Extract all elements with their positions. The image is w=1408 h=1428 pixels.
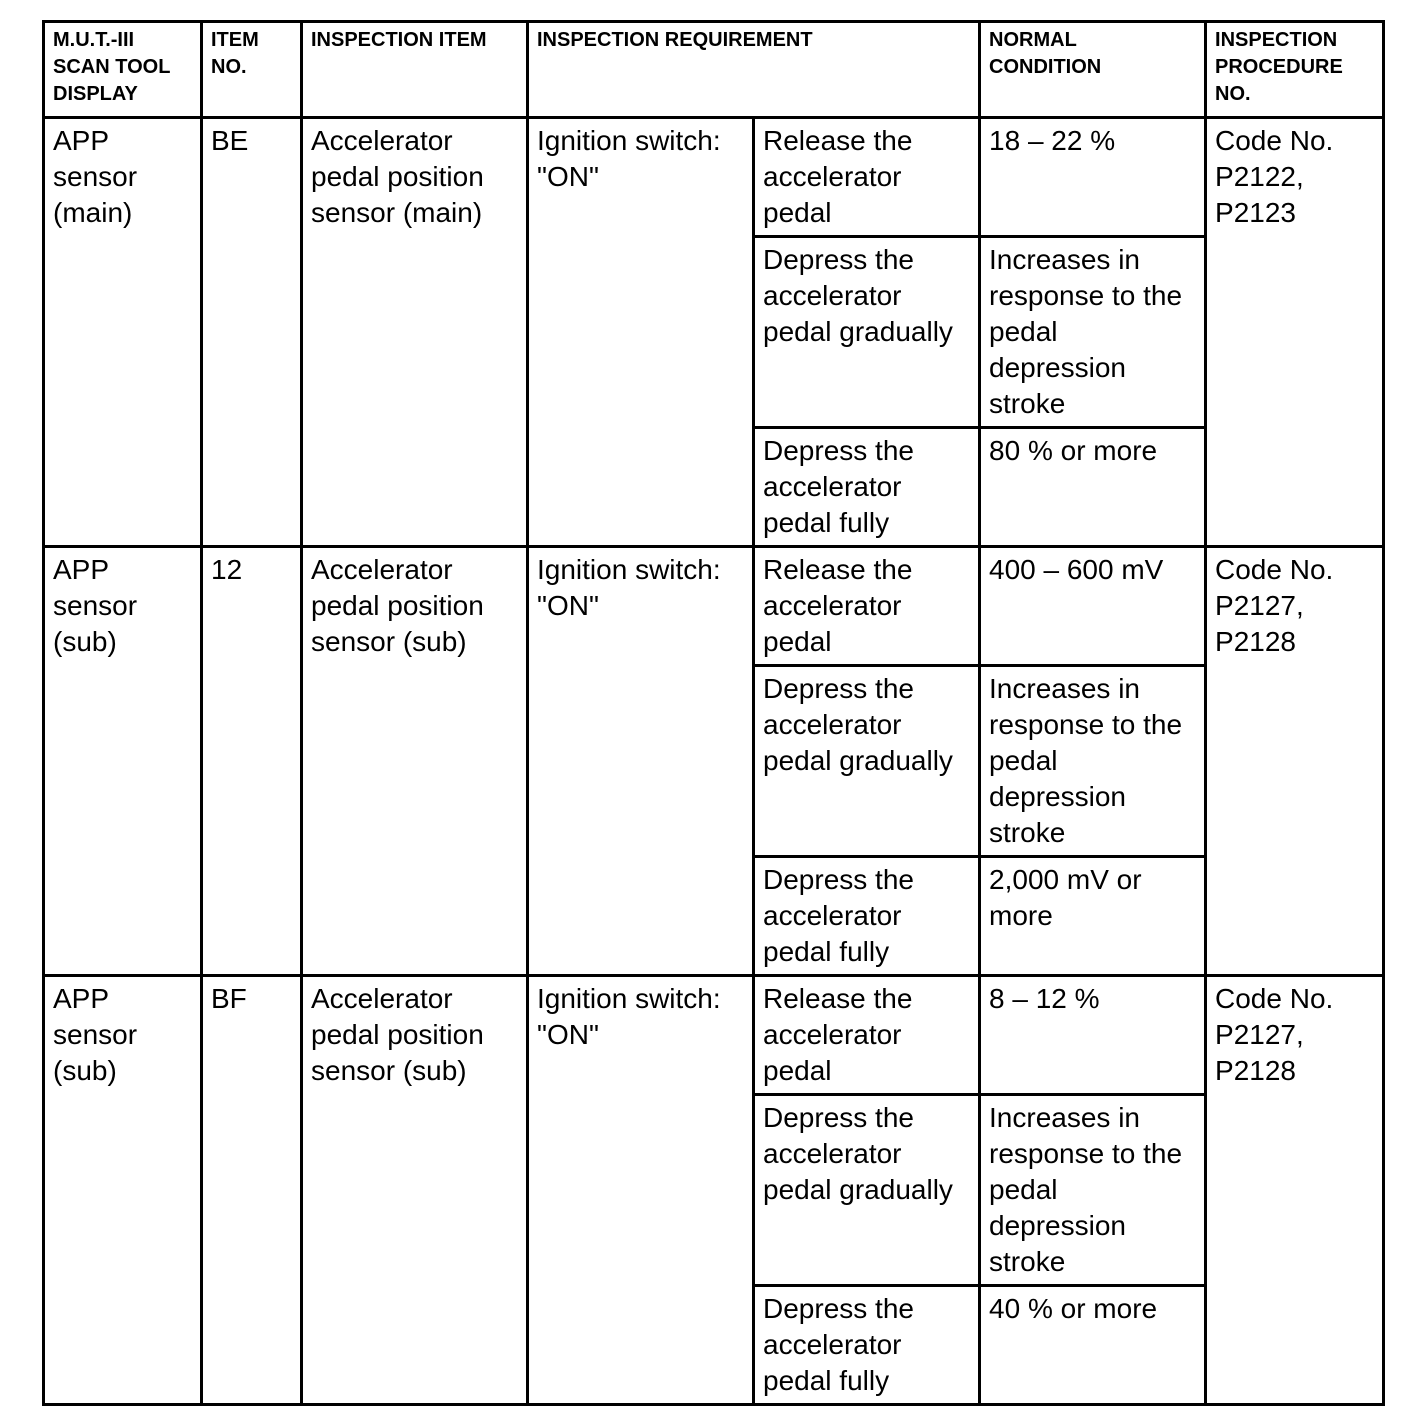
normal-condition-cell: Increases in response to the pedal depression stroke: [980, 1095, 1206, 1286]
action-cell: Depress the accelerator pedal fully: [754, 428, 980, 547]
action-cell: Depress the accelerator pedal fully: [754, 1286, 980, 1405]
scan-tool-display-cell: APP sensor (main): [44, 118, 202, 547]
scan-tool-display-cell: APP sensor (sub): [44, 976, 202, 1405]
normal-condition-cell: 18 – 22 %: [980, 118, 1206, 237]
inspection-item-cell: Accelerator pedal position sensor (main): [302, 118, 528, 547]
inspection-item-cell: Accelerator pedal position sensor (sub): [302, 547, 528, 976]
header-item-no: ITEM NO.: [202, 22, 302, 118]
normal-condition-cell: Increases in response to the pedal depression stroke: [980, 666, 1206, 857]
action-cell: Release the accelerator pedal: [754, 547, 980, 666]
normal-condition-cell: Increases in response to the pedal depression stroke: [980, 237, 1206, 428]
normal-condition-cell: 8 – 12 %: [980, 976, 1206, 1095]
table-row: [44, 976, 1384, 1095]
scan-tool-display-cell: APP sensor (sub): [44, 547, 202, 976]
requirement-cell: Ignition switch: "ON": [528, 547, 754, 976]
procedure-no-cell: Code No. P2127, P2128: [1206, 976, 1384, 1405]
normal-condition-cell: 2,000 mV or more: [980, 857, 1206, 976]
action-cell: Depress the accelerator pedal gradually: [754, 666, 980, 857]
action-cell: Release the accelerator pedal: [754, 118, 980, 237]
table-row: [44, 118, 1384, 237]
normal-condition-cell: 400 – 600 mV: [980, 547, 1206, 666]
procedure-no-cell: Code No. P2122, P2123: [1206, 118, 1384, 547]
item-no-cell: BE: [202, 118, 302, 547]
header-inspection-item: INSPECTION ITEM: [302, 22, 528, 118]
action-cell: Release the accelerator pedal: [754, 976, 980, 1095]
inspection-table: [42, 20, 1385, 1406]
normal-condition-cell: 40 % or more: [980, 1286, 1206, 1405]
header-procedure-no: INSPECTION PROCEDURE NO.: [1206, 22, 1384, 118]
item-no-cell: 12: [202, 547, 302, 976]
header-normal-condition: NORMAL CONDITION: [980, 22, 1206, 118]
action-cell: Depress the accelerator pedal gradually: [754, 1095, 980, 1286]
requirement-cell: Ignition switch: "ON": [528, 118, 754, 547]
header-scan-tool-display: M.U.T.-III SCAN TOOL DISPLAY: [44, 22, 202, 118]
item-no-cell: BF: [202, 976, 302, 1405]
inspection-item-cell: Accelerator pedal position sensor (sub): [302, 976, 528, 1405]
action-cell: Depress the accelerator pedal fully: [754, 857, 980, 976]
normal-condition-cell: 80 % or more: [980, 428, 1206, 547]
requirement-cell: Ignition switch: "ON": [528, 976, 754, 1405]
table-row: [44, 547, 1384, 666]
procedure-no-cell: Code No. P2127, P2128: [1206, 547, 1384, 976]
header-inspection-requirement: INSPECTION REQUIREMENT: [528, 22, 980, 118]
action-cell: Depress the accelerator pedal gradually: [754, 237, 980, 428]
header-row: [44, 22, 1384, 118]
